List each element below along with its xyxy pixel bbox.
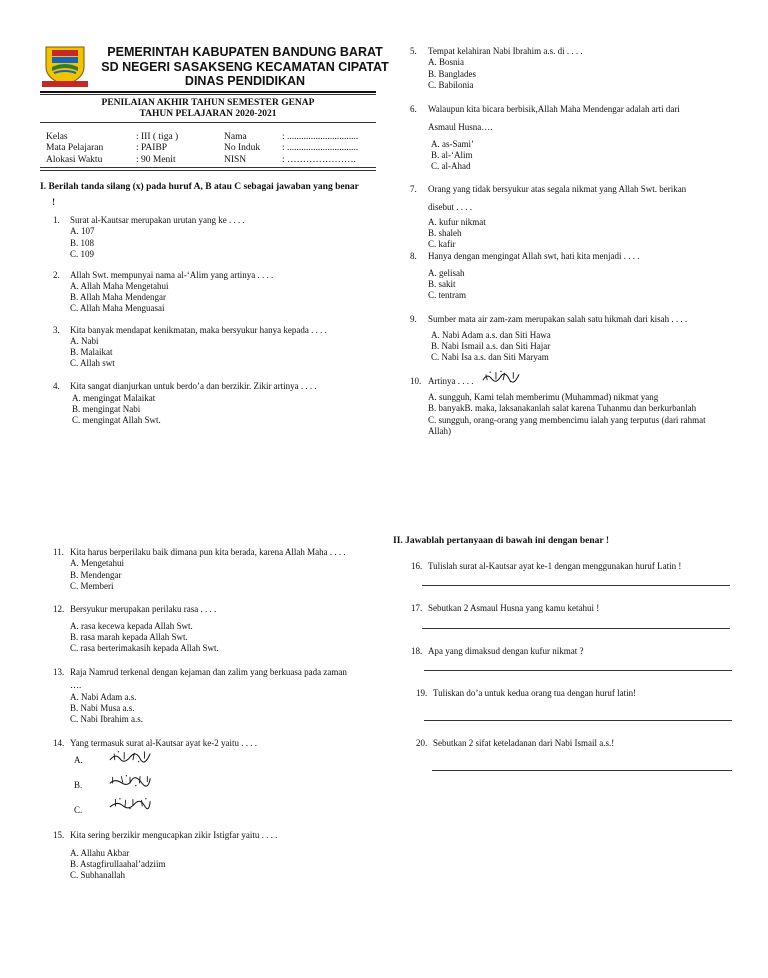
section-1-title: I. Berilah tanda silang (x) pada huruf A, B atau C sebagai jawaban yang benar (40, 182, 359, 192)
info-mapel-value: : PAIBP (136, 143, 168, 153)
q11-option-a: A. Mengetahui (70, 558, 124, 568)
q4-text: Kita sangat dianjurkan untuk berdo’a dan berzikir. Zikir artinya . . . . (70, 381, 317, 391)
q17-answer-line[interactable] (422, 628, 730, 629)
q18-text: Apa yang dimaksud dengan kufur nikmat ? (428, 646, 584, 656)
q15-number: 15. (53, 830, 65, 840)
q13-option-b: B. Nabi Musa a.s. (70, 703, 135, 713)
q10-text: Artinya . . . . (428, 376, 474, 386)
q20-number: 20. (416, 738, 428, 748)
q11-option-b: B. Mendengar (70, 570, 122, 580)
q9-option-b: B. Nabi Ismail a.s. dan Siti Hajar (431, 341, 551, 351)
q16-number: 16. (411, 561, 423, 571)
info-kelas-label: Kelas (46, 132, 68, 142)
q14-option-a: A. (74, 755, 83, 765)
q6-option-b: B. al-‘Alim (431, 150, 473, 160)
q15-text: Kita sering berzikir mengucapkan zikir Istigfar yaitu . . . . (70, 830, 278, 840)
q4-option-b: B. mengingat Nabi (72, 404, 141, 414)
info-kelas-value: : III ( tiga ) (136, 132, 179, 142)
exam-title: PENILAIAN AKHIR TAHUN SEMESTER GENAP (101, 98, 315, 108)
header-line-1: PEMERINTAH KABUPATEN BANDUNG BARAT (107, 45, 383, 59)
q13-option-c: C. Nabi Ibrahim a.s. (70, 714, 143, 724)
q17-number: 17. (411, 603, 423, 613)
q7-text: Orang yang tidak bersyukur atas segala nikmat yang Allah Swt. berikan (428, 184, 687, 194)
q7-option-c: C. kafir (428, 239, 456, 249)
q9-number: 9. (410, 314, 417, 324)
q8-option-a: A. gelisah (428, 268, 465, 278)
q11-text: Kita harus berperilaku baik dimana pun kita berada, karena Allah Maha . . . . (70, 547, 346, 557)
q14-text: Yang termasuk surat al-Kautsar ayat ke-2 yaitu . . . . (70, 738, 258, 748)
q7-text-cont: disebut . . . . (428, 202, 472, 212)
q13-number: 13. (53, 667, 65, 677)
exam-year: TAHUN PELAJARAN 2020-2021 (139, 109, 277, 119)
q16-answer-line[interactable] (422, 585, 730, 586)
q12-option-b: B. rasa marah kepada Allah Swt. (70, 632, 188, 642)
arabic-option-b-image (100, 774, 160, 787)
info-rule-1 (40, 167, 376, 168)
q1-text: Surat al-Kautsar merupakan urutan yang ke . . . . (70, 215, 245, 225)
section-1-title-cont: ! (52, 198, 56, 208)
q10-option-c-cont: Allah) (428, 426, 451, 436)
q20-text: Sebutkan 2 sifat keteladanan dari Nabi Ismail a.s.! (433, 738, 615, 748)
title-rule (40, 122, 376, 123)
q10-option-b: B. banyakB. maka, laksanakanlah salat karena Tuhanmu dan berkurbanlah (428, 403, 697, 413)
header-line-3: DINAS PENDIDIKAN (184, 74, 306, 88)
q4-option-c: C. mengingat Allah Swt. (72, 415, 161, 425)
q2-option-c: C. Allah Maha Menguasai (70, 303, 165, 313)
q13-text-cont: …. (70, 680, 82, 690)
q8-text: Hanya dengan mengingat Allah swt, hati kita menjadi . . . . (428, 251, 640, 261)
q12-text: Bersyukur merupakan perilaku rasa . . . . (70, 604, 217, 614)
q18-number: 18. (411, 646, 423, 656)
arabic-option-a-image (100, 750, 160, 763)
q6-option-a: A. as-Sami’ (431, 139, 474, 149)
q19-number: 19. (416, 688, 428, 698)
arabic-verse-image (474, 370, 528, 383)
q14-option-b: B. (74, 780, 83, 790)
arabic-option-c-image (100, 797, 160, 810)
q11-number: 11. (53, 547, 64, 557)
q6-option-c: C. al-Ahad (431, 161, 471, 171)
q15-option-a: A. Allahu Akbar (70, 848, 130, 858)
q4-number: 4. (53, 381, 60, 391)
header-rule-thin (40, 94, 376, 95)
q13-text: Raja Namrud terkenal dengan kejaman dan zalim yang berkuasa pada zaman (70, 667, 347, 677)
q13-option-a: A. Nabi Adam a.s. (70, 692, 137, 702)
q5-option-a: A. Bosnia (428, 57, 464, 67)
info-induk-value: : .............................. (282, 143, 359, 153)
q3-number: 3. (53, 325, 60, 335)
q10-option-a: A. sungguh, Kami telah memberimu (Muhammad) nikmat yang (428, 392, 659, 402)
q19-answer-line[interactable] (424, 720, 732, 721)
q17-text: Sebutkan 2 Asmaul Husna yang kamu ketahui ! (428, 603, 600, 613)
q8-option-c: C. tentram (428, 290, 466, 300)
q9-text: Sumber mata air zam-zam merupakan salah satu hikmah dari kisah . . . . (428, 314, 688, 324)
q6-number: 6. (410, 104, 417, 114)
q1-option-a: A. 107 (70, 226, 95, 236)
q3-text: Kita banyak mendapat kenikmatan, maka bersyukur hanya kepada . . . . (70, 325, 327, 335)
q15-option-c: C. Subhanallah (70, 870, 125, 880)
info-nisn-label: NISN (224, 155, 247, 165)
info-nisn-value: : …………………. (282, 155, 356, 165)
q11-option-c: C. Memberi (70, 581, 114, 591)
q3-option-c: C. Allah swt (70, 358, 115, 368)
q1-number: 1. (53, 215, 60, 225)
q2-number: 2. (53, 270, 60, 280)
q19-text: Tuliskan do’a untuk kedua orang tua dengan huruf latin! (433, 688, 637, 698)
q1-option-b: B. 108 (70, 238, 95, 248)
q5-text: Tempat kelahiran Nabi Ibrahim a.s. di . . . . (428, 46, 583, 56)
q9-option-c: C. Nabi Isa a.s. dan Siti Maryam (431, 352, 549, 362)
q6-text: Walaupun kita bicara berbisik,Allah Maha Mendengar adalah arti dari (428, 104, 680, 114)
q7-option-a: A. kufur nikmat (428, 217, 486, 227)
q12-number: 12. (53, 604, 65, 614)
q7-number: 7. (410, 184, 417, 194)
info-rule-2 (40, 170, 376, 171)
header-line-2: SD NEGERI SASAKSENG KECAMATAN CIPATAT (101, 60, 389, 74)
q12-option-c: C. rasa berterimakasih kepada Allah Swt. (70, 643, 219, 653)
regency-logo (40, 43, 90, 89)
info-nama-value: : .............................. (282, 132, 359, 142)
q7-option-b: B. shaleh (428, 228, 462, 238)
q8-option-b: B. sakit (428, 279, 456, 289)
info-waktu-value: : 90 Menit (136, 155, 176, 165)
q9-option-a: A. Nabi Adam a.s. dan Siti Hawa (431, 330, 551, 340)
info-nama-label: Nama (224, 132, 247, 142)
q14-number: 14. (53, 738, 65, 748)
q14-option-c: C. (74, 805, 83, 815)
info-induk-label: No Induk (224, 143, 261, 153)
q8-number: 8. (410, 251, 417, 261)
section-2-title: II. Jawablah pertanyaan di bawah ini dengan benar ! (393, 536, 610, 546)
q1-option-c: C. 109 (70, 249, 95, 259)
q15-option-b: B. Astagfirullaahal’adziim (70, 859, 166, 869)
info-mapel-label: Mata Pelajaran (46, 143, 104, 153)
q5-number: 5. (410, 46, 417, 56)
q18-answer-line[interactable] (424, 670, 732, 671)
q2-option-a: A. Allah Maha Mengetahui (70, 281, 169, 291)
q20-answer-line[interactable] (432, 770, 732, 771)
q5-option-b: B. Banglades (428, 69, 476, 79)
q2-option-b: B. Allah Maha Mendengar (70, 292, 166, 302)
q2-text: Allah Swt. mempunyai nama al-‘Alim yang artinya . . . . (70, 270, 274, 280)
q12-option-a: A. rasa kecewa kepada Allah Swt. (70, 621, 193, 631)
info-waktu-label: Alokasi Waktu (46, 155, 103, 165)
q10-number: 10. (410, 376, 422, 386)
q16-text: Tulislah surat al-Kautsar ayat ke-1 dengan menggunakan huruf Latin ! (428, 561, 682, 571)
q5-option-c: C. Babilonia (428, 80, 474, 90)
q6-text-cont: Asmaul Husna…. (428, 122, 493, 132)
q10-option-c: C. sungguh, orang-orang yang membencimu ialah yang terputus (dari rahmat (428, 415, 706, 425)
q3-option-a: A. Nabi (70, 336, 99, 346)
header-rule-thick (40, 91, 376, 93)
q4-option-a: A. mengingat Malaikat (72, 393, 156, 403)
q3-option-b: B. Malaikat (70, 347, 113, 357)
